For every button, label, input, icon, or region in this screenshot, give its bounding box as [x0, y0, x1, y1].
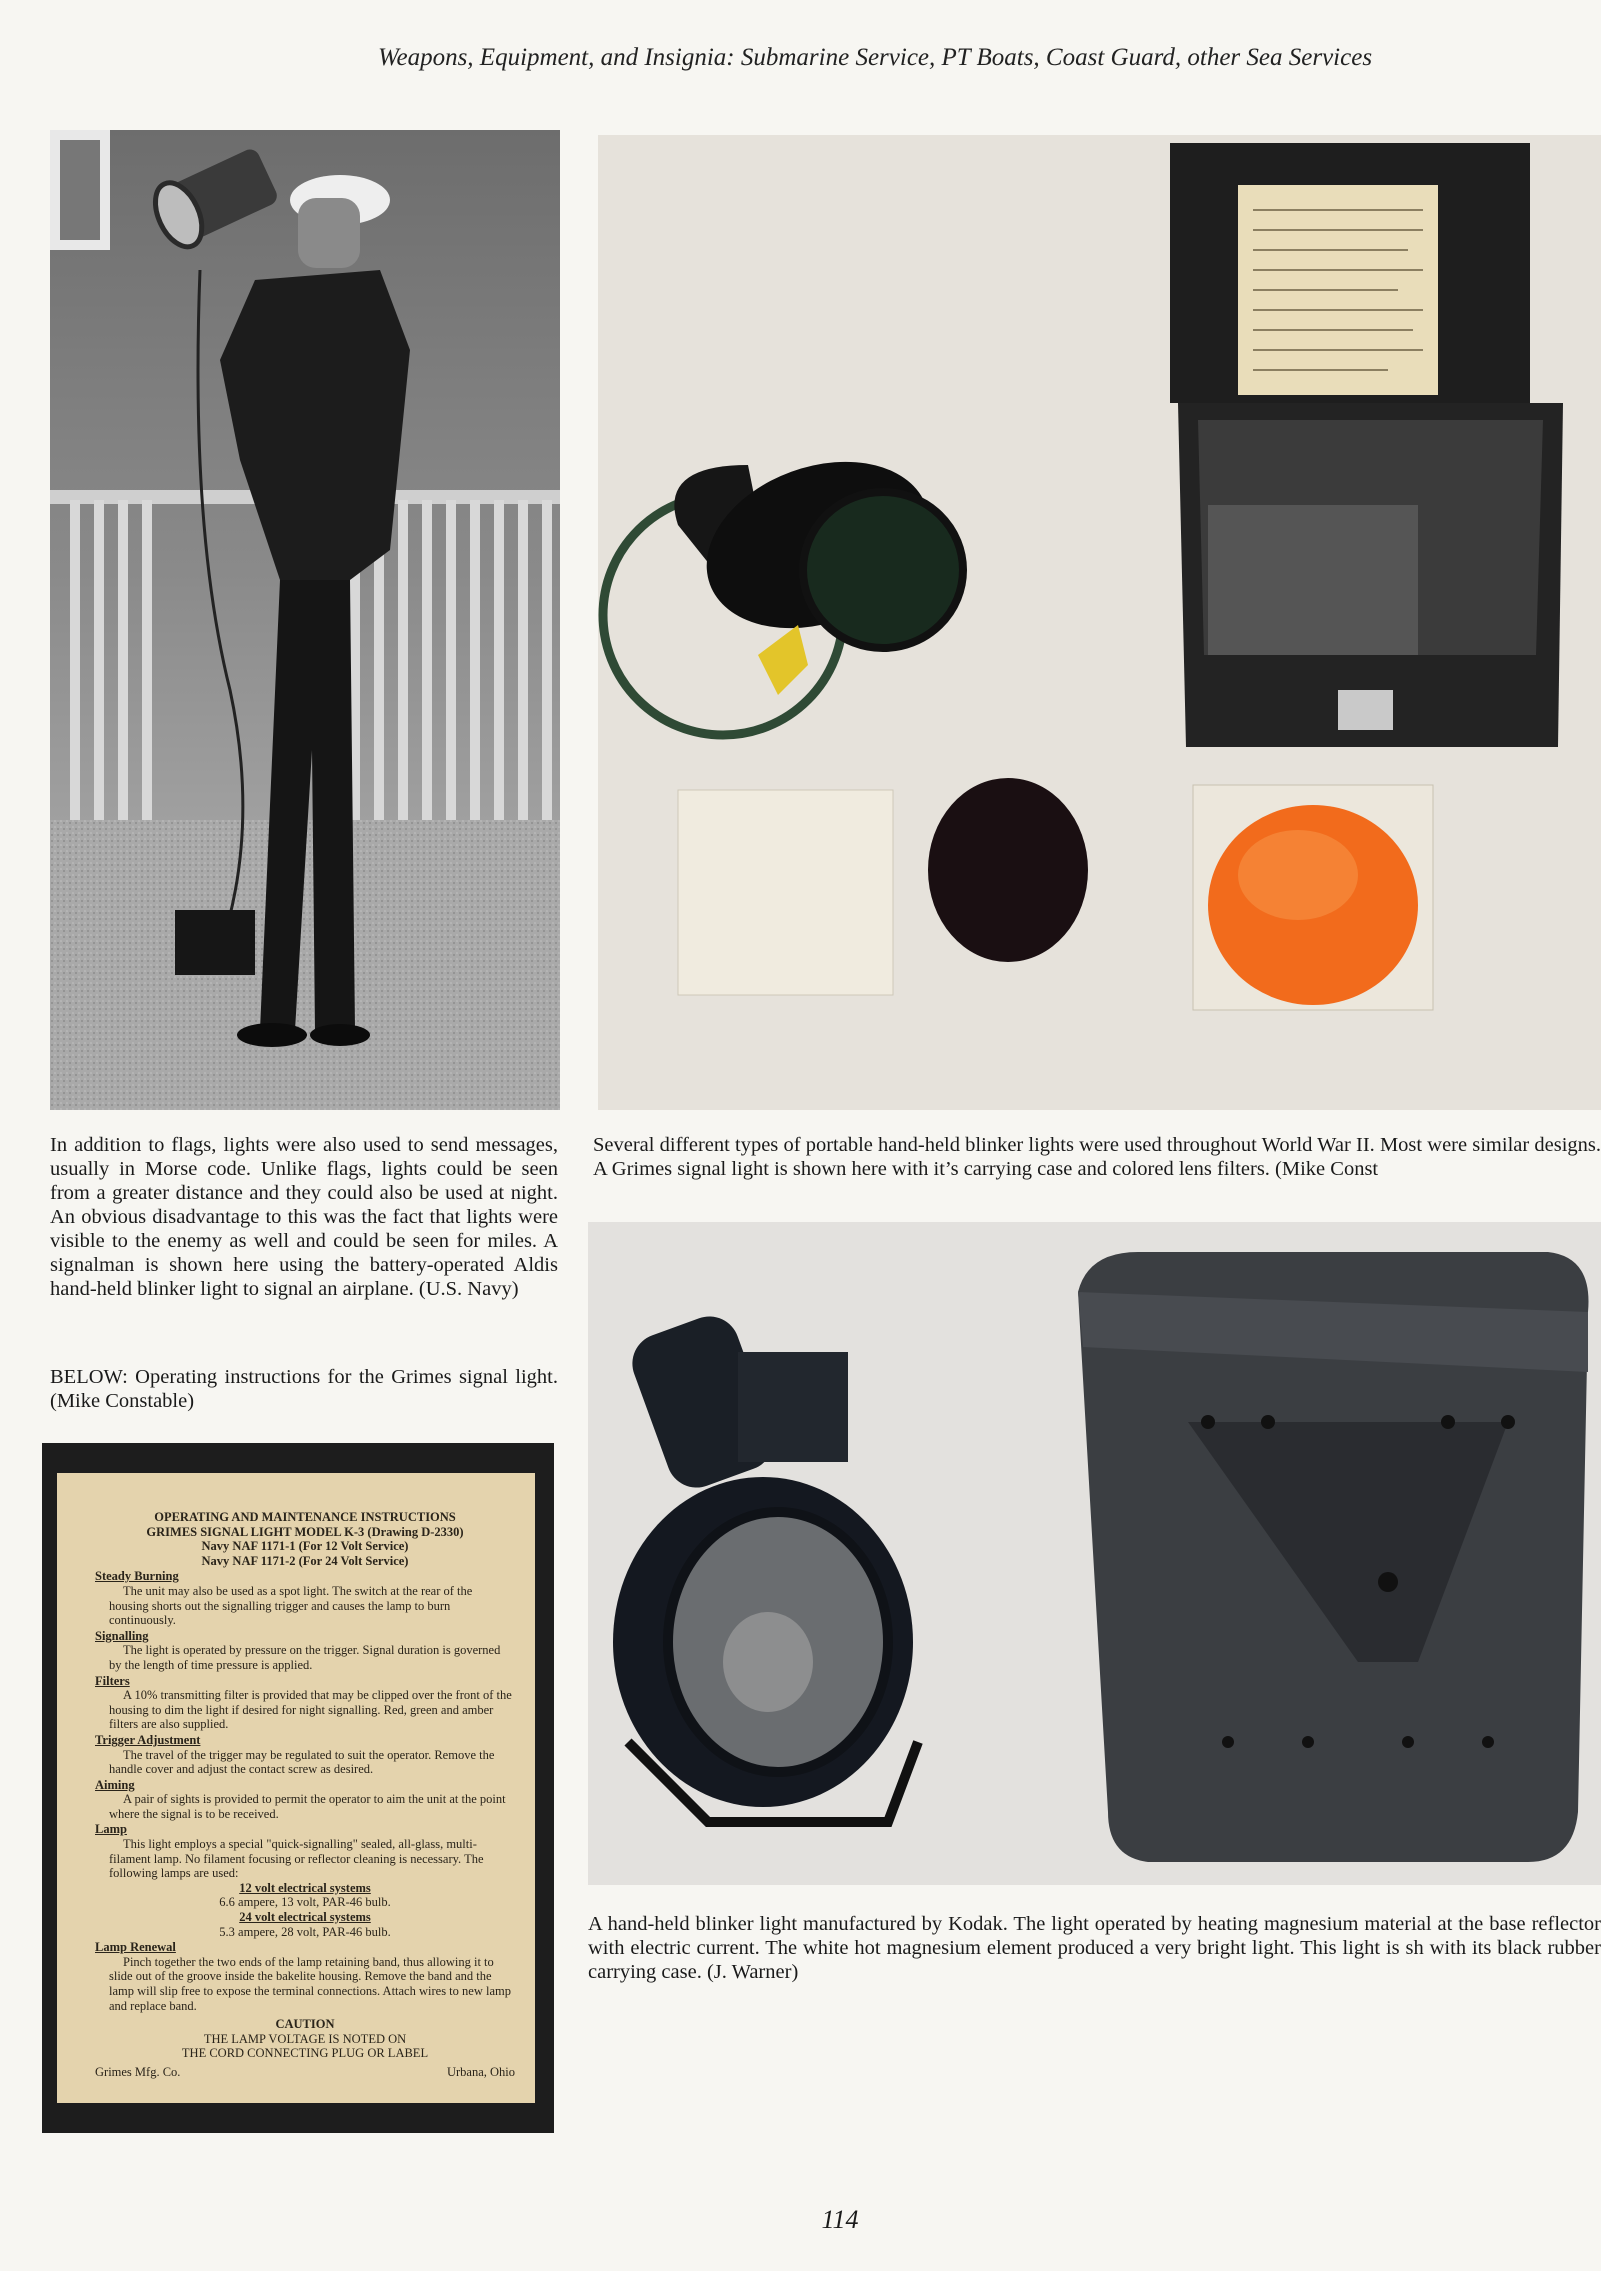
card-filters-heading: Filters: [95, 1673, 130, 1688]
card-aiming-text: A pair of sights is provided to permit the operator to aim the unit at the point where the signal is to be received.: [109, 1792, 506, 1821]
card-renewal-text: Pinch together the two ends of the lamp retaining band, thus allowing it to slide out of the groove inside the bakelite housing. Remove the band and the lamp will slip free to expose the terminal connections. Attach wires to new lamp and replace band.: [109, 1954, 511, 2013]
card-aiming-heading: Aiming: [95, 1777, 135, 1792]
grimes-caption: Several different types of portable hand-held blinker lights were used throughout World War II. Most were similar designs. A Grimes signal light is shown here with it’s carrying case and colored lens filters. (Mike Const: [593, 1134, 1601, 1180]
card-caution-line-2: THE CORD CONNECTING PLUG OR LABEL: [181, 2046, 429, 2061]
card-title-3: Navy NAF 1171-1 (For 12 Volt Service): [201, 1539, 409, 1554]
card-trigger-text: The travel of the trigger may be regulated to suit the operator. Remove the handle cover and adjust the contact screw as desired.: [109, 1747, 495, 1777]
card-24v-text: 5.3 ampere, 28 volt, PAR-46 bulb.: [219, 1924, 391, 1939]
card-title-4: Navy NAF 1171-2 (For 24 Volt Service): [201, 1553, 409, 1568]
card-title-1: OPERATING AND MAINTENANCE INSTRUCTIONS: [154, 1510, 456, 1524]
card-trigger-heading: Trigger Adjustment: [95, 1732, 201, 1747]
card-lamp-text: This light employs a special "quick-signalling" sealed, all-glass, multi-filament lamp. No filament focusing or reflector cleaning is necessary. The following lamps are used:: [109, 1837, 484, 1881]
card-city: Urbana, Ohio: [446, 2064, 515, 2079]
card-24v-heading: 24 volt electrical systems: [239, 1910, 371, 1925]
card-lamp-heading: Lamp: [95, 1822, 127, 1837]
kodak-caption: A hand-held blinker light manufactured by Kodak. The light operated by heating magnesium material at the base reflector with electric current. The white hot magnesium element produced a very bright light. This light is sh with its black rubber carrying case. (J. Warner): [588, 1913, 1601, 1983]
kodak-light-photo: [588, 1222, 1601, 1885]
grimes-light-photo: [598, 135, 1601, 1110]
signalman-photo: [50, 130, 560, 1110]
running-head: Weapons, Equipment, and Insignia: Submarine Service, PT Boats, Coast Guard, other Sea Services: [377, 44, 1373, 71]
card-title-2: GRIMES SIGNAL LIGHT MODEL K-3 (Drawing D-2330): [146, 1524, 464, 1539]
card-caution-line-1: THE LAMP VOLTAGE IS NOTED ON: [203, 2031, 407, 2046]
card-12v-text: 6.6 ampere, 13 volt, PAR-46 bulb.: [219, 1895, 391, 1910]
card-filters-text: A 10% transmitting filter is provided that may be clipped over the front of the housing to dim the light if desired for night signalling. Red, green and amber filters are also supplied.: [109, 1688, 512, 1732]
page-number: 114: [821, 2205, 859, 2234]
card-maker: Grimes Mfg. Co.: [95, 2064, 181, 2079]
below-caption: BELOW: Operating instructions for the Grimes signal light. (Mike Constable): [50, 1366, 558, 1412]
card-signalling-heading: Signalling: [95, 1628, 149, 1643]
signalman-caption: In addition to flags, lights were also used to send messages, usually in Morse code. Unlike flags, lights could be seen from a greater distance and they could also be used at night. An obvious disadvantage to this was the fact that lights were visible to the enemy as well and could be seen for miles. A signalman is shown here using the battery-operated Aldis hand-held blinker light to signal an airplane. (U.S. Navy): [50, 1134, 558, 1300]
card-renewal-heading: Lamp Renewal: [95, 1940, 176, 1955]
card-caution-heading: CAUTION: [275, 2017, 335, 2032]
card-signalling-text: The light is operated by pressure on the trigger. Signal duration is governed by the length of time pressure is applied.: [109, 1643, 501, 1672]
instruction-card-text: [95, 1510, 515, 2080]
card-steady-text: The unit may also be used as a spot light. The switch at the rear of the housing shorts out the signalling trigger and causes the lamp to burn continuously.: [109, 1583, 473, 1628]
card-12v-heading: 12 volt electrical systems: [239, 1880, 371, 1895]
card-steady-heading: Steady Burning: [95, 1569, 179, 1584]
